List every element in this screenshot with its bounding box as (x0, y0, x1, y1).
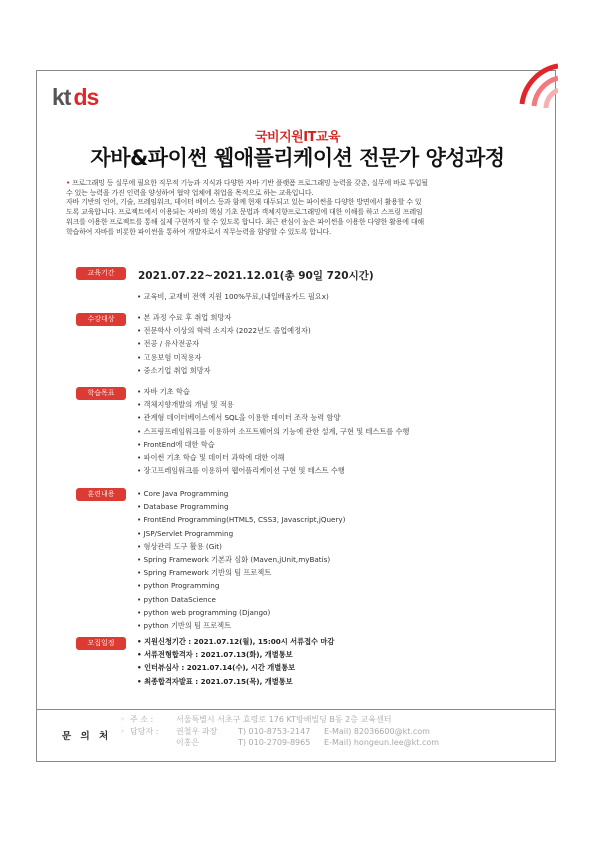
list-item: • Core Java Programming (137, 487, 345, 500)
address-label: 주 소 : (130, 715, 154, 724)
tag-goals: 학습목표 (76, 387, 126, 400)
period-list (137, 290, 329, 303)
list-item: • 관계형 데이터베이스에서 SQL을 이용한 데이터 조작 능력 함양 (137, 411, 409, 424)
list-item: • 객체지향개발의 개념 및 적용 (137, 398, 409, 411)
list-item: • 장고프레임워크를 이용하여 웹어플리케이션 구현 및 테스트 수행 (137, 464, 409, 477)
intro-line: 자바 기반의 언어, 기술, 프레임워크, 데이터 베이스 등과 함께 현재 대두되고 있는 파이썬을 다양한 방면에서 활용할 수 있 (66, 198, 422, 207)
intro-line: 수 있는 능력을 가진 인력을 양성하여 협약 업체에 취업을 목적으로 하는 교육입니다. (66, 188, 314, 197)
intro-line: 도록 교육합니다. 프로젝트에서 이용되는 자바의 핵심 기초 문법과 객체지향프로그래밍에 대한 이해를 하고 스프링 프레임 (66, 208, 423, 217)
contact-divider (37, 709, 555, 710)
list-item: • 전공 / 유사전공자 (137, 337, 311, 350)
list-item: • 전문학사 이상의 학력 소지자 (2022년도 졸업예정자) (137, 324, 311, 337)
intro-paragraph (66, 179, 532, 237)
list-item: • Spring Framework 기본과 심화 (Maven,jUnit,myBatis) (137, 553, 345, 566)
list-item: • 지원신청기간 : 2021.07.12(월), 15:00시 서류접수 마감 (137, 635, 334, 648)
intro-line: 워크를 이용한 프로젝트를 통해 실제 구현까지 할 수 있도록 합니다. 최근 관심이 높은 파이썬을 이용한 다양한 활용에 대해 (66, 217, 424, 226)
list-item: • 스프링프레임워크를 이용하여 소프트웨어의 기능에 관한 설계, 구현 및 테스트를 수행 (137, 425, 409, 438)
list-item: • python DataScience (137, 593, 345, 606)
tag-schedule: 모집일정 (76, 637, 126, 650)
list-item: • python 기반의 팀 프로젝트 (137, 619, 345, 632)
contact-info (120, 714, 439, 749)
staff-email[interactable]: E-Mail) hongeun.lee@kt.com (324, 738, 440, 747)
intro-line: 프로그래밍 등 실무에 필요한 직무적 기능과 지식과 다양한 자바 기반 플랫폼 프로그래밍 능력을 갖춘, 실무에 바로 투입될 (71, 179, 428, 187)
staff-email[interactable]: E-Mail) 82036600@kt.com (324, 726, 430, 736)
list-item: • Database Programming (137, 500, 345, 513)
goals-list (137, 385, 409, 477)
list-item: • 서류전형합격자 : 2021.07.13(화), 개별통보 (137, 648, 334, 661)
contact-bullet-icon: ◦ (120, 726, 125, 736)
period-value: 2021.07.22~2021.12.01(총 90일 720시간) (138, 270, 374, 282)
staff-phone: T) 010-2709-8965 (238, 738, 311, 747)
tag-training: 훈련내용 (76, 488, 126, 501)
list-item: • FrontEnd Programming(HTML5, CSS3, Javascript,jQuery) (137, 513, 345, 526)
list-item: • 인터뷰심사 : 2021.07.14(수), 시간 개별통보 (137, 661, 334, 674)
list-item: • 파이썬 기초 학습 및 데이터 과학에 대한 이해 (137, 451, 409, 464)
list-item: • python web programming (Django) (137, 606, 345, 619)
list-item: • 형상관리 도구 활용 (Git) (137, 540, 345, 553)
staff-name: 이홍은 (176, 738, 200, 747)
list-item: • 최종합격자발표 : 2021.07.15(목), 개별통보 (137, 675, 334, 688)
page-subtitle: 국비지원IT교육 (254, 130, 341, 145)
list-item: • 고용보험 미적용자 (137, 351, 311, 364)
list-item: • python Programming (137, 579, 345, 592)
tag-period: 교육기간 (76, 267, 126, 280)
page-title: 자바&파이썬 웹애플리케이션 전문가 양성과정 (90, 146, 505, 170)
list-item: • Spring Framework 기반의 팀 프로젝트 (137, 566, 345, 579)
list-item: • 중소기업 취업 희망자 (137, 364, 311, 377)
contact-title: 문 의 처 (62, 731, 112, 742)
intro-bullet-icon: • (66, 179, 70, 187)
staff-label: 담당자 : (130, 726, 159, 736)
tag-target: 수강대상 (76, 313, 126, 326)
list-item: • 교육비, 교재비 전액 지원 100%무료,(내일배움카드 필요x) (137, 290, 329, 303)
list-item: • JSP/Servlet Programming (137, 527, 345, 540)
list-item: • 자바 기초 학습 (137, 385, 409, 398)
logo-ds: ds (73, 84, 99, 110)
logo-kt: kt (52, 84, 71, 110)
address-value: 서울특별시 서초구 효령로 176 KT방배빌딩 B동 2층 교육센터 (176, 715, 392, 724)
list-item: • 본 과정 수료 후 취업 희망자 (137, 311, 311, 324)
schedule-list (137, 635, 334, 688)
contact-bullet-icon: ◦ (120, 715, 125, 724)
decorative-arcs-icon (508, 62, 558, 122)
staff-name: 권철우 과장 (176, 726, 218, 736)
staff-phone: T) 010-8753-2147 (238, 726, 311, 736)
target-list (137, 311, 311, 377)
intro-line: 학습하여 자바를 비롯한 파이썬을 통하여 개발자로서 직무능력을 함양할 수 있도록 합니다. (66, 227, 332, 236)
kt-ds-logo (52, 84, 98, 111)
list-item: • FrontEnd에 대한 학습 (137, 438, 409, 451)
training-list (137, 487, 345, 632)
